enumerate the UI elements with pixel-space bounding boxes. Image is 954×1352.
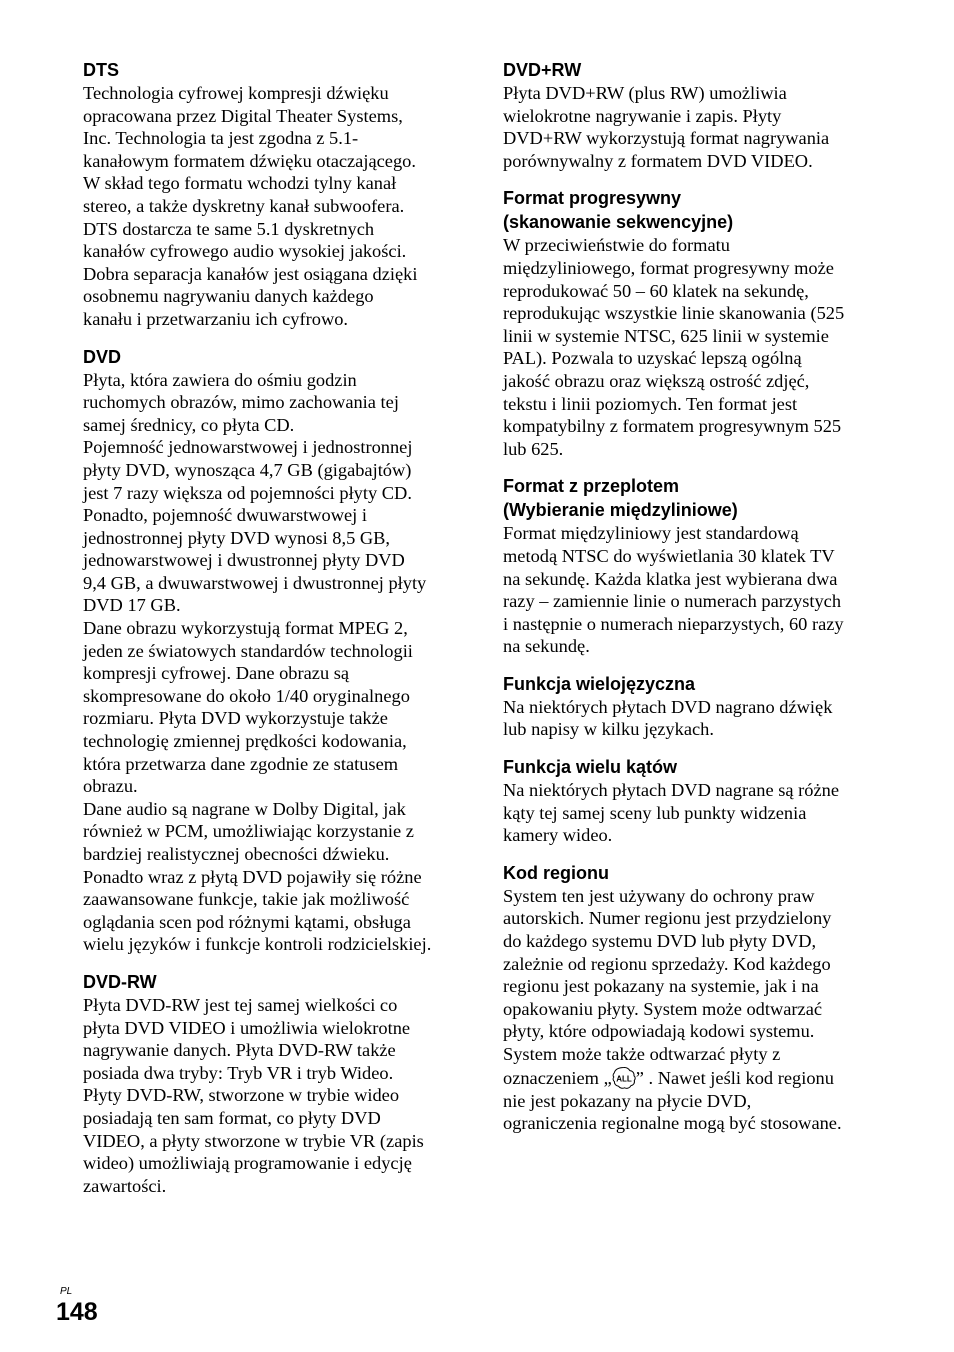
glossary-entry xyxy=(83,58,475,331)
svg-text:ALL: ALL xyxy=(615,1074,632,1084)
glossary-term: DVD xyxy=(83,346,122,367)
glossary-term: DTS xyxy=(83,60,119,80)
glossary-definition: Płyta DVD+RW (plus RW) umożliwia wielokrotne nagrywanie i zapis. Płyty DVD+RW wykorzystują format nagrywania porównywalny z formatem DVD VIDEO. xyxy=(503,83,830,171)
glossary-term: Funkcja wielojęzyczna xyxy=(503,673,696,694)
glossary-definition: Na niektórych płytach DVD nagrane są różne kąty tej samej sceny lub punkty widzenia kamery wideo. xyxy=(503,780,840,846)
glossary-term: Format z przeplotem (Wybieranie międzyliniowe) xyxy=(503,476,738,521)
glossary-entry xyxy=(503,861,893,1135)
glossary-term: Kod regionu xyxy=(503,862,609,883)
page-number: 148 xyxy=(56,1298,98,1326)
glossary-entry xyxy=(83,345,475,956)
glossary-definition: Technologia cyfrowej kompresji dźwięku opracowana przez Digital Theater Systems, Inc. Technologia ta jest zgodna z 5.1- kanałowym formatem dźwięku otaczającego. W skład tego formatu wchodzi tylny kanał stereo, a także dyskretny kanał subwoofera. DTS dostarcza te same 5.1 dyskretnych kanałów cyfrowego audio wysokiej jakości. Dobra separacja kanałów jest osiągana dzięki osobnemu nagrywaniu danych każdego kanału i przetwarzaniu ich cyfrowo. xyxy=(83,83,418,329)
glossary-entry xyxy=(503,186,893,460)
glossary-term: DVD+RW xyxy=(503,60,582,80)
glossary-entry xyxy=(503,672,893,741)
glossary-entry xyxy=(503,755,893,847)
all-region-icon xyxy=(612,1066,636,1090)
glossary-entry xyxy=(503,58,893,172)
right-column xyxy=(503,58,893,1149)
glossary-term: Funkcja wielu kątów xyxy=(503,757,678,778)
page-footer xyxy=(56,1286,98,1326)
glossary-entry xyxy=(83,970,475,1197)
glossary-entry xyxy=(503,474,893,658)
glossary-term: DVD-RW xyxy=(83,971,157,992)
glossary-definition: Format międzyliniowy jest standardową metodą NTSC do wyświetlania 30 klatek TV na sekundę. Każda klatka jest wybierana dwa razy – zamiennie linie o numerach parzystych i następnie o numerach nieparzystych, 60 razy na sekundę. xyxy=(503,523,844,657)
glossary-definition: Płyta, która zawiera do ośmiu godzin ruchomych obrazów, mimo zachowania tej samej średnicy, co płyta CD. Pojemność jednowarstwowej i jednostronnej płyty DVD, wynosząca 4,7 GB (gigabajtów) jest 7 razy większa od pojemności płyty CD. Ponadto, pojemność dwuwarstwowej i jednostronnej płyty DVD wynosi 8,5 GB, jednowarstwowej i dwustronnej płyty DVD 9,4 GB, a dwuwarstwowej i dwustronnej płyty DVD 17 GB. Dane obrazu wykorzystują format MPEG 2, jeden ze światowych standardów technologii kompresji cyfrowej. Dane obrazu są skompresowane do około 1/40 oryginalnego rozmiaru. Płyta DVD wykorzystuje także technologię zmiennej prędkości kodowania, która przetwarza dane zgodnie ze statusem obrazu. Dane audio są nagrane w Dolby Digital, jak również w PCM, umożliwiając korzystanie z bardziej realistycznej obecności dźwieku. Ponadto wraz z płytą DVD pojawiły się różne zaawansowane funkcje, takie jak możliwość oglądania scen pod różnymi kątami, obsługa wielu języków i funkcje kontroli rodzicielskiej. xyxy=(83,369,432,955)
glossary-definition: Płyta DVD-RW jest tej samej wielkości co płyta DVD VIDEO i umożliwia wielokrotne nagrywanie danych. Płyta DVD-RW także posiada dwa tryby: Tryb VR i tryb Wideo. Płyty DVD-RW, stworzone w trybie wideo posiadają ten sam format, co płyty DVD VIDEO, a płyty stworzone w trybie VR (zapis wideo) umożliwiają programowanie i edycję zawartości. xyxy=(83,994,424,1196)
page-language-code: PL xyxy=(60,1286,73,1297)
glossary-definition: System ten jest używany do ochrony praw autorskich. Numer regionu jest przydzielony do każdego systemu DVD lub płyty DVD, zależnie od regionu sprzedaży. Kod każdego regionu jest pokazany na systemie, jak i na opakowaniu płyty. System może odtwarzać płyty, które odpowiadają kodowi systemu. System może także odtwarzać płyty z oznaczeniem „ ALL ” . Nawet jeśli kod regionu nie jest pokazany na płycie DVD, ograniczenia regionalne mogą być stosowane. xyxy=(503,885,842,1134)
glossary-definition: W przeciwieństwie do formatu międzyliniowego, format progresywny może reprodukować 50 – 60 klatek na sekundę, reprodukując wszystkie linie skanowania (525 linii w systemie NTSC, 625 linii w systemie PAL). Pozwala to uzyskać lepszą ogólną jakość obrazu oraz większą ostrość zdjęć, tekstu i linii poziomych. Ten format jest kompatybilny z formatem progresywnym 525 lub 625. xyxy=(503,235,845,459)
glossary-term: Format progresywny (skanowanie sekwencyjne) xyxy=(503,188,734,233)
left-column xyxy=(83,58,475,1211)
glossary-definition: Na niektórych płytach DVD nagrano dźwięk lub napisy w kilku językach. xyxy=(503,696,833,740)
